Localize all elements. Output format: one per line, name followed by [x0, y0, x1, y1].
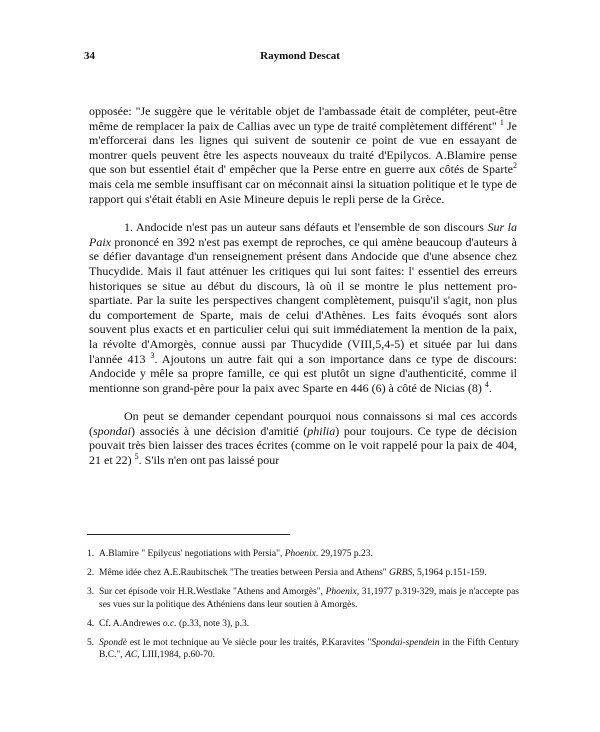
greek-term: philia: [307, 423, 336, 438]
text-run: , LIII,1984, p.60-70.: [137, 650, 216, 660]
text-run: ) associés à une décision d'amitié (: [131, 423, 308, 438]
text-run: . Ajoutons un autre fait qui a son importance dans ce type de discours: Andocide y mêle sa propre famille, ce qui est plutôt un signe d'authenticité, comme il mentionne son grand-père pour la paix avec Sparte en 446 (6) à côté de Nicias (8): [89, 351, 517, 395]
footnote-ref-4[interactable]: 4: [484, 379, 489, 389]
journal-title: AC: [125, 650, 138, 660]
footnote-3: [87, 586, 519, 611]
footnote-ref-2[interactable]: 2: [513, 161, 517, 171]
citation-abbrev: o.c.: [162, 618, 177, 629]
footnotes: [87, 548, 519, 668]
footnote-number: 4.: [87, 618, 95, 629]
text-run: On peut se demander cependant pourquoi nous connaissons si mal ces accords (: [89, 409, 517, 438]
page-header: [0, 50, 600, 66]
work-title: Sur la Paix: [89, 220, 517, 249]
text-run: . S'ils n'en ont pas laissé pour: [138, 453, 280, 468]
article-title: Spondai-spendein: [371, 637, 440, 648]
footnote-number: 2.: [87, 568, 95, 578]
text-run: in the Fifth Century B.C.",: [99, 637, 519, 660]
text-run: Je m'efforcerai dans les lignes qui suivent de soutenir ce point de vue en essayant de montrer quels peuvent être les aspects nouveaux du traité d'Epilycos. A.Blamire pense que son but essentiel était d' empêcher que la Perse entre en guerre aux côtés de Sparte: [89, 118, 517, 177]
text-run: est le mot technique au Ve siècle pour les traités, P.Karavites ": [126, 637, 372, 648]
page-number: 34: [84, 50, 95, 62]
text-run: Même idée chez A.E.Raubitschek "The treaties between Persia and Athens": [99, 568, 390, 578]
text-run: opposée: "Je suggère que le véritable objet de l'ambassade était de compléter, peut-être même de remplacer la paix de Callias avec un type de traité complètement différent": [89, 104, 517, 133]
paragraph-1: [89, 104, 517, 206]
footnote-ref-3[interactable]: 3: [150, 350, 155, 360]
paragraph-2: [89, 220, 517, 395]
text-run: prononcé en 392 n'est pas exempt de reproches, ce qui amène beaucoup d'auteurs à se défier davantage d'un renseignement présent dans Andocide que d'une absence chez Thucydide. Mais il faut atténuer les critiques qui lui sont faites: l' essentiel des erreurs historiques se situe au début du discours, là où il se montre le plus nettement pro-spartiate. Par la suite les perspectives changent complètement, puisqu'il s'agit, non plus du comportement de Sparte, mais de celui d'Athènes. Les faits évoqués sont alors souvent plus exacts et en particulier celui qui suit immédiatement la mention de la paix, la révolte d'Amorgès, connue aussi par Thucydide (VIII,5,4-5) et située par lui dans l'année 413: [89, 234, 517, 366]
paragraph-3: [89, 409, 517, 467]
text-run: 1. Andocide n'est pas un auteur sans défauts et l'ensemble de son discours: [124, 220, 488, 235]
footnote-number: 3.: [87, 587, 95, 597]
text-run: A.Blamire " Epilycus' negotiations with Persia",: [99, 549, 285, 559]
footnote-5: [87, 637, 519, 662]
text-run: , 5,1964 p.151-159.: [412, 568, 487, 578]
footnote-separator: [87, 534, 290, 535]
footnote-number: 1.: [87, 549, 95, 559]
running-head: Raymond Descat: [260, 50, 340, 62]
journal-title: Phoenix: [325, 587, 357, 597]
footnote-4: [87, 618, 519, 631]
footnote-number: 5.: [87, 637, 95, 648]
text-run: , 31,1977 p.319-329, mais je n'accepte pas ses vues sur la politique des Athéniens dans leur soutien à Amorgès.: [99, 587, 520, 610]
footnote-ref-5[interactable]: 5: [134, 452, 139, 462]
text-run: ) pour toujours. Ce type de décision pouvait très bien laisser des traces écrites (comme on le voit rappelé pour la paix de 404, 21 et 22): [89, 423, 517, 468]
text-run: Sur cet épisode voir H.R.Westlake "Athens and Amorgès",: [99, 587, 326, 597]
text-run: mais cela me semble insuffisant car on méconnait ainsi la situation politique et le type de rapport qui s'était établi en Asie Mineure depuis le repli perse de la Grèce.: [89, 176, 517, 206]
journal-title: Phoenix: [284, 549, 316, 559]
text-run: Cf. A.Andrewes: [99, 618, 163, 629]
body-text: [89, 104, 517, 468]
journal-title: GRBS: [389, 568, 413, 578]
footnote-2: [87, 567, 519, 580]
greek-term: Spondè: [99, 637, 127, 648]
text-run: (p.33, note 3), p.3.: [176, 618, 250, 629]
text-run: .: [488, 380, 492, 395]
greek-term: spondai: [93, 423, 132, 438]
footnote-ref-1[interactable]: 1: [499, 117, 504, 127]
footnote-1: [87, 548, 519, 561]
text-run: . 29,1975 p.23.: [315, 549, 373, 559]
